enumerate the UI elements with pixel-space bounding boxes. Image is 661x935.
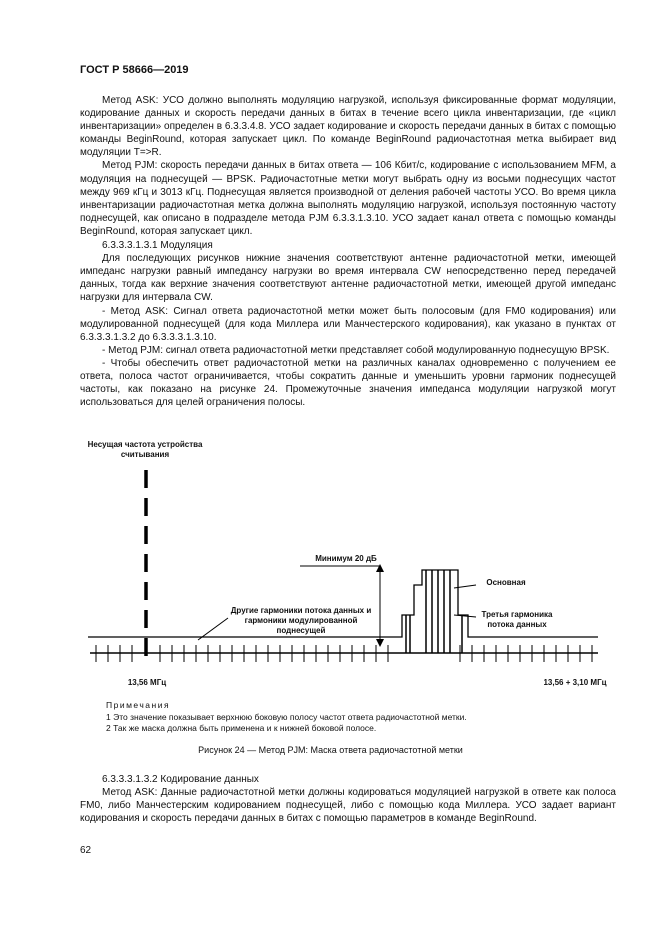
paragraph-band-limit: - Чтобы обеспечить ответ радиочастотной метки на различных каналах одновременно с получением ее ответа, полоса частот ограничивается, чтобы сократить данные и уменьшить уровни гармоник поднесущей частоты, как показано на рисунке 24. Промежуточные значения импеданса модуляции нагрузкой могут использоваться для целей ограничения полосы.	[80, 357, 616, 409]
notes-title: Примечания	[106, 700, 171, 710]
other-harmonics-label: Другие гармоники потока данных и гармоники модулированной поднесущей	[230, 606, 372, 635]
third-harmonic-label: Третья гармоника потока данных	[481, 610, 553, 629]
mask-diagram	[68, 440, 628, 700]
right-frequency-label: 13,56 + 3,10 МГц	[543, 678, 607, 687]
note-item-2: 2 Так же маска должна быть применена и к нижней боковой полосе.	[106, 723, 377, 733]
note-item-1: 1 Это значение показывает верхнюю боковую полосу частот ответа радиочастотной метки.	[106, 711, 467, 722]
section-heading-coding: 6.3.3.3.1.3.2 Кодирование данных	[102, 774, 259, 785]
paragraph-ask-method: Метод ASK: УСО должно выполнять модуляцию нагрузкой, используя фиксированные формат модуляции, кодирование данных и скорость передачи данных в битах в течение всего цикла инвентаризации, где «цикл инвентаризации» определен в 6.3.3.4.8. УСО задает кодирование и скорость передачи данных в битах с помощью команды BeginRound, которая запускает цикл. По команде BeginRound радиочастотная метка выбирает вид модуляции T=>R.	[80, 95, 616, 159]
figure-24-mask	[68, 440, 628, 700]
paragraph-ask-signal: - Метод ASK: Сигнал ответа радиочастотной метки может быть полосовым (для FM0 кодирования) или модулированной поднесущей (для кода Миллера или Манчестерского кодирования), как указано в пунктах от 6.3.3.3.1.3.2 до 6.3.3.3.1.3.10.	[80, 305, 616, 343]
section-heading-modulation: 6.3.3.3.1.3.1 Модуляция	[102, 240, 213, 252]
figure-caption: Рисунок 24 — Метод PJM: Маска ответа радиочастотной метки	[198, 745, 463, 755]
paragraph-pjm-signal: - Метод PJM: сигнал ответа радиочастотной метки представляет собой модулированную поднесущую BPSK.	[102, 344, 610, 356]
paragraph-figures-note: Для последующих рисунков нижние значения соответствуют антенне радиочастотной метки, имеющей импеданс нагрузки равный импедансу нагрузки во время интервала CW непосредственно перед передачей данных, тогда как верхние значения соответствуют антенне радиочастотной метки, имеющей другой импеданс нагрузки для интервала CW.	[80, 253, 616, 304]
body-text	[80, 94, 616, 409]
paragraph-ask-coding: Метод ASK: Данные радиочастотной метки должны кодироваться модуляцией нагрузкой в ответе как полоса FM0, либо Манчестерским кодированием поднесущей, либо с помощью кода Миллера. УСО задает вариант кодирования и скорость передачи данных в битах с помощью параметров в команде BeginRound.	[80, 787, 616, 825]
paragraph-pjm-method: Метод PJM: скорость передачи данных в битах ответа — 106 Кбит/с, кодирование с использованием MFM, а модуляция на поднесущей — BPSK. Радиочастотные метки могут выбрать одну из восьми поднесущих частот между 969 кГц и 3013 кГц. Поднесущая является производной от деления рабочей частоты УСО. Во время цикла инвентаризации радиочастотная метка должна выполнять модуляцию нагрузкой, используя постоянную частоту поднесущей, как описано в подразделе метода PJM 6.3.3.1.3.10. УСО задает канал ответа с помощью команды BeginRound, которая запускает цикл.	[80, 160, 616, 237]
page-number: 62	[80, 845, 92, 856]
min-20db-label: Минимум 20 дБ	[315, 554, 377, 563]
carrier-label: Несущая частота устройства считывания	[87, 440, 203, 459]
document-header: ГОСТ Р 58666—2019	[80, 64, 189, 76]
left-frequency-label: 13,56 МГц	[127, 678, 167, 687]
main-lobe-label: Основная	[486, 578, 526, 587]
figure-notes	[106, 700, 626, 735]
body-text-continued	[80, 773, 616, 825]
